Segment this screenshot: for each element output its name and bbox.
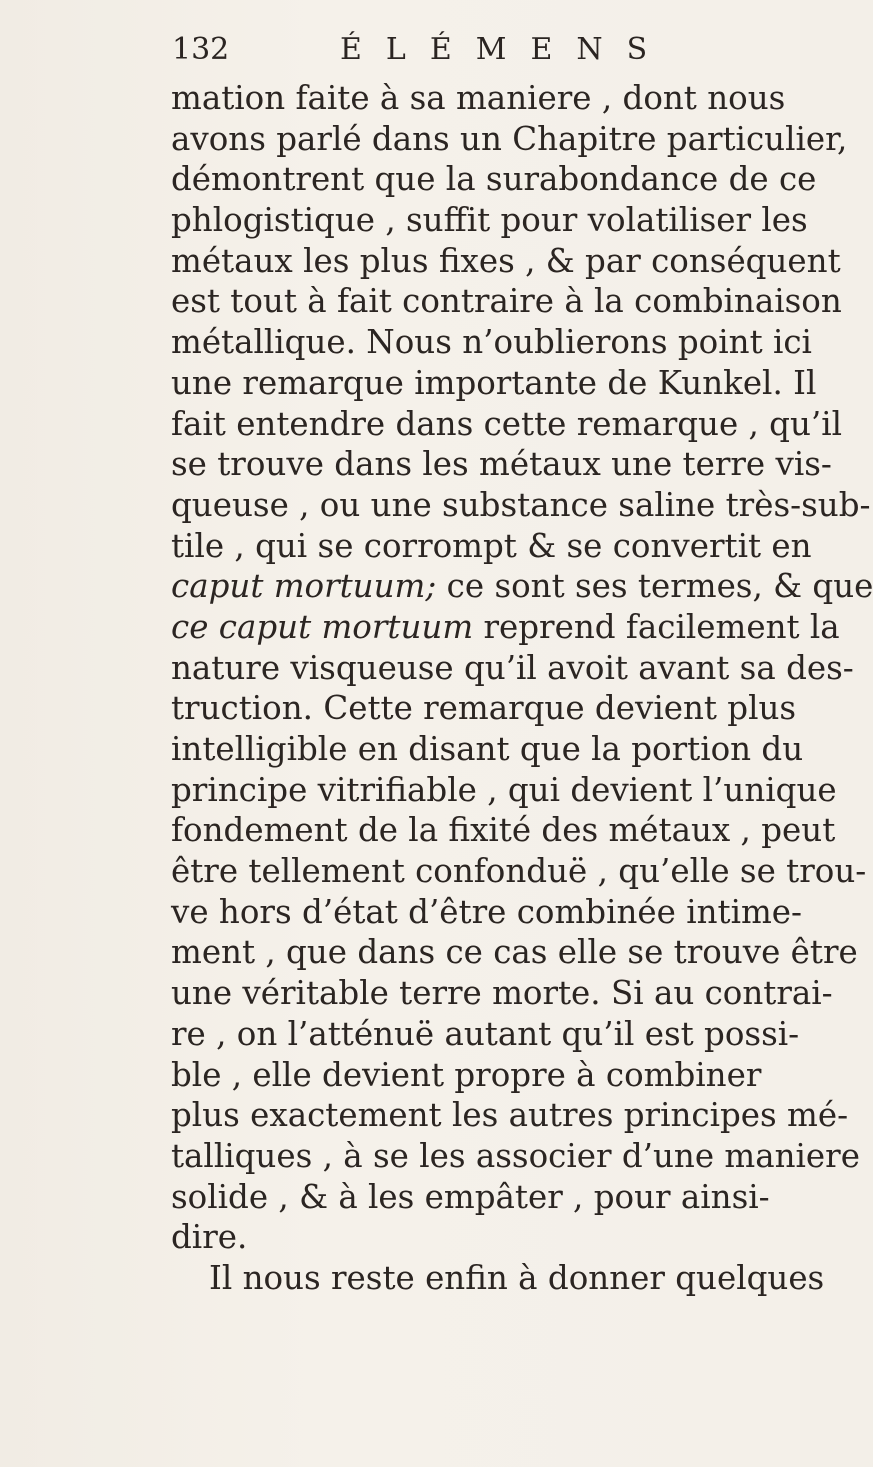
page-number: 132 bbox=[172, 32, 230, 67]
text-line: métallique. Nous n’oublierons point ici bbox=[171, 323, 812, 362]
text-line: principe vitrifiable , qui devient l’unique bbox=[171, 770, 837, 809]
text-line: queuse , ou une substance saline très-sub- bbox=[171, 485, 871, 524]
text-line: ment , que dans ce cas elle se trouve être bbox=[171, 933, 858, 972]
italic-phrase: ce caput mortuum bbox=[171, 607, 474, 646]
text-line: plus exactement les autres principes mé- bbox=[171, 1096, 849, 1135]
text-line: être tellement confonduë , qu’elle se trou- bbox=[171, 852, 867, 891]
text-line: re , on l’atténuë autant qu’il est possi- bbox=[171, 1014, 800, 1053]
text-line: une véritable terre morte. Si au contrai- bbox=[171, 974, 833, 1013]
text-line: tile , qui se corrompt & se convertit en bbox=[171, 526, 812, 565]
text-line: dire. bbox=[171, 1218, 248, 1257]
text-run: reprend facilement la bbox=[483, 607, 840, 646]
text-line: intelligible en disant que la portion du bbox=[171, 730, 804, 768]
text-line: mation faite à sa maniere , dont nous bbox=[171, 79, 786, 117]
page-header bbox=[172, 32, 732, 72]
text-line: nature visqueuse qu’il avoit avant sa des- bbox=[171, 648, 854, 687]
text-line: démontrent que la surabondance de ce bbox=[171, 160, 817, 199]
text-line: solide , & à les empâter , pour ainsi- bbox=[171, 1177, 770, 1216]
body-text bbox=[171, 78, 873, 1299]
text-line: avons parlé dans un Chapitre particulier, bbox=[171, 119, 848, 158]
text-line: ble , elle devient propre à combiner bbox=[171, 1055, 762, 1094]
text-line: phlogistique , suffit pour volatiliser les bbox=[171, 201, 808, 240]
text-line: une remarque importante de Kunkel. Il bbox=[171, 363, 817, 402]
text-line-with-italic bbox=[171, 607, 840, 648]
text-line: ve hors d’état d’être combinée intime- bbox=[171, 892, 803, 931]
text-line: métaux les plus fixes , & par conséquent bbox=[171, 241, 841, 280]
text-run: ce sont ses termes, & que bbox=[446, 567, 873, 606]
text-line: truction. Cette remarque devient plus bbox=[171, 689, 797, 728]
text-line: se trouve dans les métaux une terre vis- bbox=[171, 445, 832, 484]
italic-phrase: caput mortuum; bbox=[171, 567, 437, 606]
text-line-with-italic bbox=[171, 566, 873, 607]
text-line: fait entendre dans cette remarque , qu’il bbox=[171, 404, 843, 443]
running-head: ÉLÉMENS bbox=[340, 32, 672, 67]
text-line: talliques , à se les associer d’une maniere bbox=[171, 1136, 860, 1175]
text-line: est tout à fait contraire à la combinaison bbox=[171, 282, 842, 321]
text-line: fondement de la fixité des métaux , peut bbox=[171, 811, 836, 850]
paragraph-start-line: Il nous reste enfin à donner quelques bbox=[209, 1258, 825, 1297]
